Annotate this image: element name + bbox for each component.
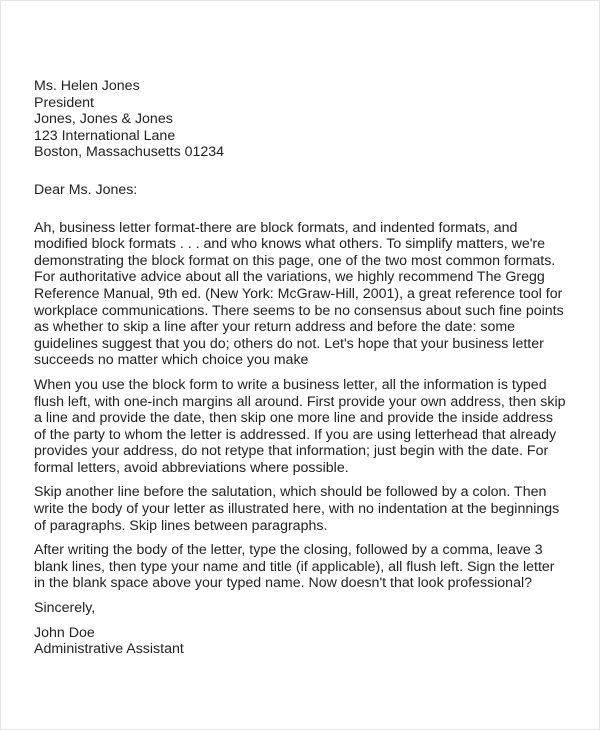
paragraph-line: When you use the block form to write a business letter, all the information is typed	[34, 376, 547, 393]
paragraph-line: as whether to skip a line after your return address and before the date: some	[34, 319, 516, 336]
paragraph-line: succeeds no matter which choice you make	[34, 352, 309, 369]
paragraph-line: formal letters, avoid abbreviations where possible.	[34, 459, 349, 476]
body-paragraph	[34, 377, 566, 477]
paragraph-line: Reference Manual, 9th ed. (New York: McGraw-Hill, 2001), a great reference tool for	[34, 285, 563, 302]
paragraph-line: write the body of your letter as illustrated here, with no indentation at the beginnings	[34, 501, 560, 518]
signature-title: Administrative Assistant	[34, 641, 184, 658]
recipient-title: President	[34, 94, 94, 111]
paragraph-line: of paragraphs. Skip lines between paragraphs.	[34, 517, 328, 534]
paragraph-line: After writing the body of the letter, type the closing, followed by a comma, leave 3	[34, 542, 543, 559]
paragraph-line: a line and provide the date, then skip one more line and provide the inside address	[34, 410, 553, 427]
paragraph-line: guidelines suggest that you do; others do not. Let's hope that your business letter	[34, 335, 544, 352]
paragraph-line: demonstrating the block format on this page, one of the two most common formats.	[34, 252, 556, 269]
letter-body	[34, 78, 566, 658]
recipient-street: 123 International Lane	[34, 127, 176, 144]
paragraph-line: blank lines, then type your name and title (if applicable), all flush left. Sign the letter	[34, 558, 555, 575]
closing: Sincerely,	[34, 600, 96, 617]
recipient-address	[34, 78, 566, 161]
paragraph-line: modified block formats . . . and who knows what others. To simplify matters, we're	[34, 236, 546, 253]
signature-name: John Doe	[34, 624, 95, 641]
recipient-city: Boston, Massachusetts 01234	[34, 144, 225, 161]
paragraph-line: of the party to whom the letter is addressed. If you are using letterhead that already	[34, 426, 557, 443]
recipient-name: Ms. Helen Jones	[34, 78, 140, 94]
body-paragraph	[34, 220, 566, 369]
paragraph-line: flush left, with one-inch margins all around. First provide your own address, then skip	[34, 393, 566, 410]
body-paragraph	[34, 484, 566, 534]
salutation: Dear Ms. Jones:	[34, 181, 138, 198]
paragraph-line: Ah, business letter format-there are block formats, and indented formats, and	[34, 219, 518, 236]
paragraph-line: in the blank space above your typed name. Now doesn't that look professional?	[34, 575, 533, 592]
paragraph-line: For authoritative advice about all the variations, we highly recommend The Gregg	[34, 269, 545, 286]
paragraph-line: provides your address, do not retype that information; just begin with the date. For	[34, 443, 549, 460]
paragraph-line: Skip another line before the salutation, which should be followed by a colon. Then	[34, 484, 547, 501]
body-paragraph	[34, 542, 566, 592]
paragraph-line: workplace communications. There seems to be no consensus about such fine points	[34, 302, 564, 319]
recipient-company: Jones, Jones & Jones	[34, 111, 173, 128]
